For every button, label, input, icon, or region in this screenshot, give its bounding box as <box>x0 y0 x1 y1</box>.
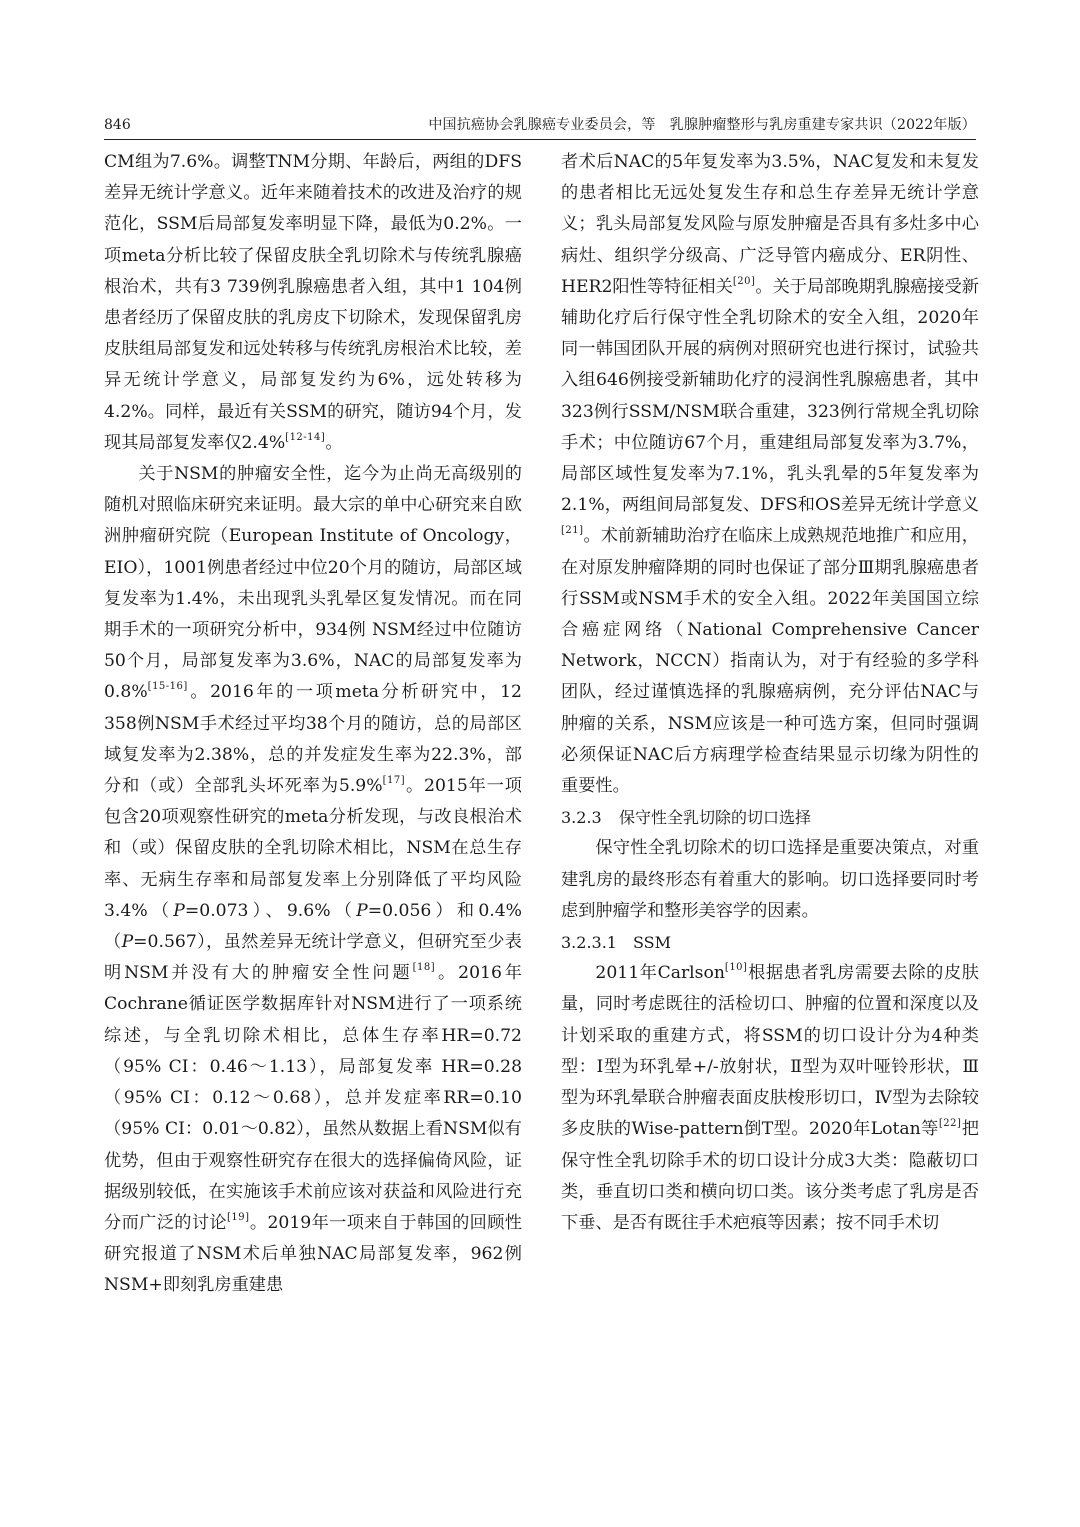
paragraph-nac-recurrence <box>561 147 979 802</box>
section-heading-3-2-3 <box>561 802 979 833</box>
text-run: =0.056）和0.4%（ <box>104 900 522 953</box>
section-heading-3-2-3-1 <box>561 927 979 958</box>
left-column <box>104 147 522 1302</box>
section-number: 3.2.3 <box>561 808 602 828</box>
text-run: 。关于局部晚期乳腺癌接受新辅助化疗后行保守性全乳切除术的安全入组，2020年同一韩国团队开展的病例对照研究也进行探讨，试验共入组646例接受新辅助化疗的浸润性乳腺癌患者，其中323例行SSM/NSM联合重建，323例行常规全乳切除手术；中位随访67个月，重建组局部复发率为3.7%，局部区域性复发率为7.1%，乳头乳晕的5年复发率为2.1%，两组间局部复发、DFS和OS差异无统计学意义 <box>561 276 979 516</box>
text-run: =0.073）、9.6%（ <box>184 900 357 921</box>
citation: [22] <box>938 1118 962 1130</box>
paragraph-ssm-incision-types <box>561 958 979 1239</box>
citation: [19] <box>226 1211 250 1223</box>
right-column <box>561 147 979 1239</box>
text-run: 。2016年的一项meta分析研究中，12 358例NSM手术经过平均38个月的随访，总的局部区域复发率为2.38%，总的并发症发生率为22.3%，部分和（或）全部乳头坏死率为5.9% <box>104 682 522 797</box>
section-title: 保守性全乳切除的切口选择 <box>619 808 812 828</box>
header-rule <box>104 139 976 140</box>
p-value-symbol: P <box>356 900 368 921</box>
p-value-symbol: P <box>173 900 185 921</box>
text-run: 。2015年一项包含20项观察性研究的meta分析发现，与改良根治术和（或）保留皮肤的全乳切除术相比，NSM在总生存率、无病生存率和局部复发率上分别降低了平均风险3.4%（ <box>104 776 522 921</box>
section-title: SSM <box>633 933 672 953</box>
page-number: 846 <box>104 117 131 133</box>
running-head <box>104 114 976 136</box>
text-run: 关于NSM的肿瘤安全性，迄今为止尚无高级别的随机对照临床研究来证明。最大宗的单中心研究来自欧洲肿瘤研究院（European Institute of Oncology，EIO），1001例患者经过中位20个月的随访，局部区域复发率为1.4%，未出现乳头乳晕区复发情况。而在同期手术的一项研究分析中，934例 NSM经过中位随访50个月，局部复发率为3.6%，NAC的局部复发率为0.8% <box>104 464 522 703</box>
p-value-symbol: P <box>121 932 134 953</box>
citation: [15-16] <box>147 681 188 693</box>
section-number: 3.2.3.1 <box>561 933 617 953</box>
text-run: 2011年Carlson <box>595 963 725 984</box>
paragraph-incision-choice: 保守性全乳切除术的切口选择是重要决策点，对重建乳房的最终形态有着重大的影响。切口选择要同时考虑到肿瘤学和整形美容学的因素。 <box>561 838 979 921</box>
text-run: CM组为7.6%。调整TNM分期、年龄后，两组的DFS差异无统计学意义。近年来随着技术的改进及治疗的规范化，SSM后局部复发率明显下降，最低为0.2%。一项meta分析比较了保留皮肤全乳切除术与传统乳腺癌根治术，共有3 739例乳腺癌患者入组，其中1 104例患者经历了保留皮肤的乳房皮下切除术，发现保留乳房皮肤组局部复发和远处转移与传统乳房根治术比较，差异无统计学意义，局部复发约为6%，远处转移为4.2%。同样，最近有关SSM的研究，随访94个月，发现其局部复发率仅2.4% <box>104 152 522 453</box>
text-run: 。 <box>325 432 343 453</box>
citation: [17] <box>382 775 406 787</box>
paragraph-ssm-recurrence <box>104 147 522 459</box>
text-run: 。2016年Cochrane循证医学数据库针对NSM进行了一项系统综述，与全乳切除术相比，总体生存率HR=0.72（95% CI：0.46～1.13），局部复发率 HR=0.28（95% CI：0.12～0.68），总并发症率RR=0.10（95% CI：0.01～0.82），虽然从数据上看NSM似有优势，但由于观察性研究存在很大的选择偏倚风险，证据级别较低，在实施该手术前应该对获益和风险进行充分而广泛的讨论 <box>104 963 522 1233</box>
citation: [20] <box>732 275 756 287</box>
running-title: 中国抗癌协会乳腺癌专业委员会，等 乳腺肿瘤整形与乳房重建专家共识（2022年版） <box>428 117 976 133</box>
citation: [18] <box>412 962 436 974</box>
text-run: 者术后NAC的5年复发率为3.5%，NAC复发和未复发的患者相比无远处复发生存和总生存差异无统计学意义；乳头局部复发风险与原发肿瘤是否具有多灶多中心病灶、组织学分级高、广泛导管内癌成分、ER阴性、HER2阳性等特征相关 <box>561 152 979 297</box>
text-run: 把保守性全乳切除手术的切口设计分成3大类：隐蔽切口类，垂直切口类和横向切口类。该分类考虑了乳房是否下垂、是否有既往手术疤痕等因素；按不同手术切 <box>561 1119 979 1233</box>
text-run: 根据患者乳房需要去除的皮肤量，同时考虑既往的活检切口、肿瘤的位置和深度以及计划采取的重建方式，将SSM的切口设计分为4种类型：Ⅰ型为环乳晕+/-放射状，Ⅱ型为双叶哑铃形状，Ⅲ型为环乳晕联合肿瘤表面皮肤梭形切口，Ⅳ型为去除较多皮肤的Wise-pattern倒T型。2020年Lotan等 <box>561 963 979 1140</box>
text-run: 。2019年一项来自于韩国的回顾性研究报道了NSM术后单独NAC局部复发率，962例NSM+即刻乳房重建患 <box>104 1212 522 1296</box>
citation: [12-14] <box>285 431 326 443</box>
citation: [21] <box>561 525 584 537</box>
text-run: =0.567），虽然差异无统计学意义，但研究至少表明NSM并没有大的肿瘤安全性问题 <box>104 932 522 984</box>
citation: [10] <box>724 962 748 974</box>
paragraph-nsm-safety <box>104 459 522 1301</box>
text-run: 。术前新辅助治疗在临床上成熟规范地推广和应用，在对原发肿瘤降期的同时也保证了部分Ⅲ期乳腺癌患者行SSM或NSM手术的安全入组。2022年美国国立综合癌症网络（National Comprehensive Cancer Network，NCCN）指南认为，对于有经验的多学科团队，经过谨慎选择的乳腺癌病例，充分评估NAC与肿瘤的关系，NSM应该是一种可选方案，但同时强调必须保证NAC后方病理学检查结果显示切缘为阴性的重要性。 <box>561 526 979 797</box>
